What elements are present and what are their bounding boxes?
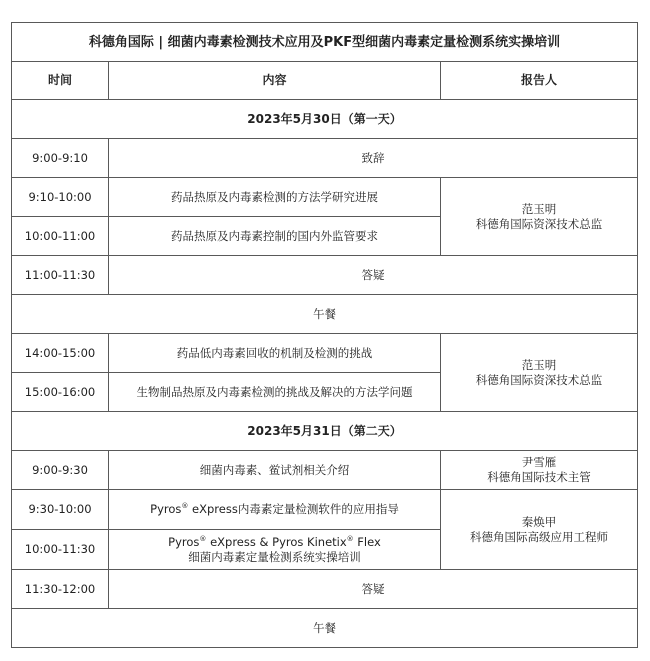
time-cell: 14:00-15:00 — [12, 334, 109, 373]
time-cell: 10:00-11:00 — [12, 217, 109, 256]
speaker-cell — [441, 334, 638, 412]
time-cell: 11:00-11:30 — [12, 256, 109, 295]
lunch-row — [12, 609, 638, 648]
table-row — [12, 139, 638, 178]
content-cell — [109, 530, 441, 570]
content-line-2: 细菌内毒素定量检测系统实操培训 — [188, 549, 361, 564]
speaker-title: 科德角国际资深技术总监 — [475, 216, 603, 231]
header-row — [12, 62, 638, 100]
table-title: 科德角国际 | 细菌内毒素检测技术应用及PKF型细菌内毒素定量检测系统实操培训 — [12, 23, 638, 62]
product-name: Pyros — [150, 502, 182, 516]
content-cell: 药品热原及内毒素检测的方法学研究进展 — [109, 178, 441, 217]
header-content: 内容 — [109, 62, 441, 100]
registered-mark: ® — [346, 534, 354, 543]
title-row — [12, 23, 638, 62]
table-row — [12, 178, 638, 217]
content-line-1 — [109, 535, 440, 550]
lunch-cell: 午餐 — [12, 295, 638, 334]
table-row — [12, 451, 638, 490]
time-cell: 9:00-9:10 — [12, 139, 109, 178]
content-cell: 致辞 — [109, 139, 638, 178]
time-cell: 9:00-9:30 — [12, 451, 109, 490]
content-cell: 药品低内毒素回收的机制及检测的挑战 — [109, 334, 441, 373]
speaker-title: 科德角国际高级应用工程师 — [470, 529, 609, 544]
day2-label: 2023年5月31日（第二天） — [12, 412, 638, 451]
table-row — [12, 256, 638, 295]
speaker-name: 范玉明 — [521, 201, 557, 216]
table-row — [12, 570, 638, 609]
speaker-name: 尹雪雁 — [521, 455, 557, 469]
day1-label: 2023年5月30日（第一天） — [12, 100, 638, 139]
table-row — [12, 334, 638, 373]
header-speaker: 报告人 — [441, 62, 638, 100]
product-name: eXpress & Pyros Kinetix — [206, 534, 347, 549]
registered-mark: ® — [181, 502, 189, 511]
lunch-cell: 午餐 — [12, 609, 638, 648]
content-cell: 药品热原及内毒素控制的国内外监管要求 — [109, 217, 441, 256]
registered-mark: ® — [199, 534, 207, 543]
content-cell — [109, 490, 441, 530]
time-cell: 9:30-10:00 — [12, 490, 109, 530]
content-cell: 细菌内毒素、鲎试剂相关介绍 — [109, 451, 441, 490]
lunch-row — [12, 295, 638, 334]
speaker-title: 科德角国际技术主管 — [487, 470, 591, 484]
speaker-cell — [441, 178, 638, 256]
content-cell: 答疑 — [109, 256, 638, 295]
speaker-name: 秦焕甲 — [521, 514, 557, 529]
day2-row — [12, 412, 638, 451]
time-cell: 10:00-11:30 — [12, 530, 109, 570]
content-cell: 生物制品热原及内毒素检测的挑战及解决的方法学问题 — [109, 373, 441, 412]
product-name: Flex — [353, 534, 381, 549]
speaker-cell — [441, 490, 638, 570]
speaker-name: 范玉明 — [521, 357, 557, 372]
product-name: Pyros — [168, 534, 200, 549]
speaker-cell — [441, 451, 638, 490]
time-cell: 9:10-10:00 — [12, 178, 109, 217]
content-cell: 答疑 — [109, 570, 638, 609]
header-time: 时间 — [12, 62, 109, 100]
time-cell: 15:00-16:00 — [12, 373, 109, 412]
schedule-table — [11, 22, 638, 648]
speaker-title: 科德角国际资深技术总监 — [475, 372, 603, 387]
content-text: eXpress内毒素定量检测软件的应用指导 — [188, 502, 399, 516]
day1-row — [12, 100, 638, 139]
table-row — [12, 490, 638, 530]
time-cell: 11:30-12:00 — [12, 570, 109, 609]
